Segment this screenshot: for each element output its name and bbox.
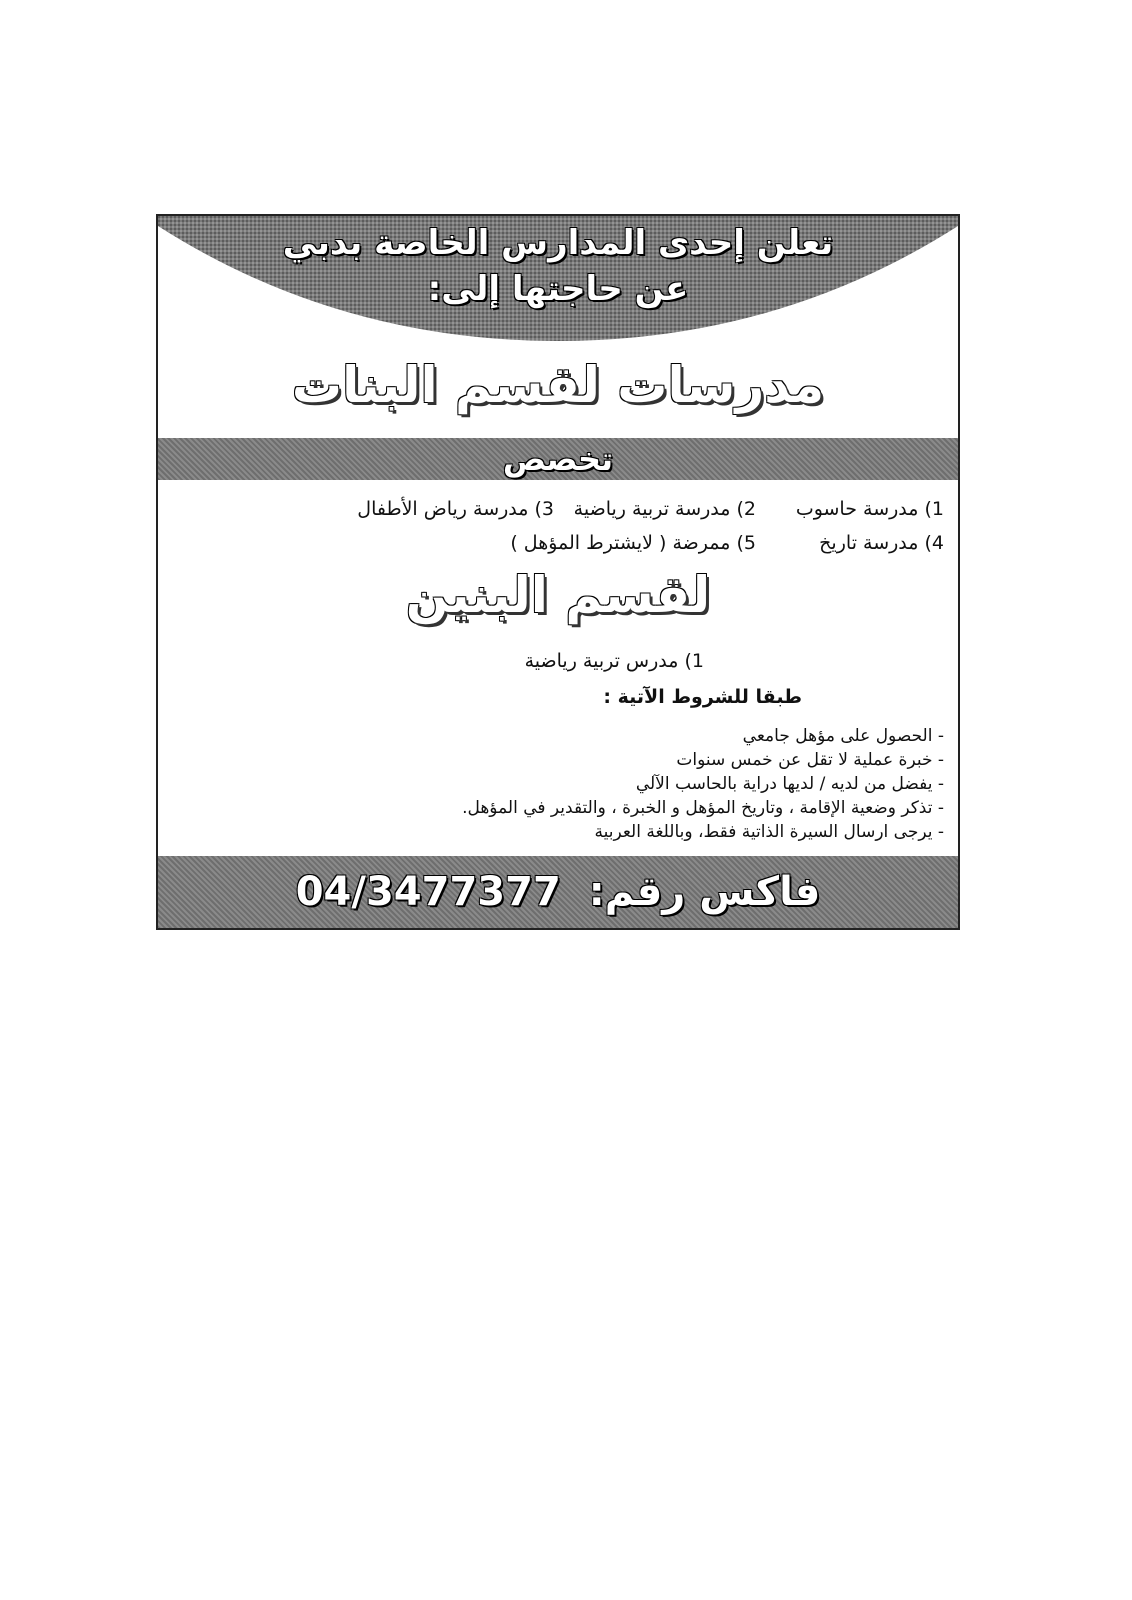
condition-item: - خبرة عملية لا تقل عن خمس سنوات	[676, 750, 944, 770]
fax-number: 04/3477377	[295, 869, 561, 915]
condition-item: - الحصول على مؤهل جامعي	[742, 726, 944, 746]
specialization-item: 2) مدرسة تربية رياضية	[573, 498, 756, 520]
condition-item: - يفضل من لديه / لديها دراية بالحاسب الآلي	[635, 774, 944, 794]
boys-specialization-item: 1) مدرس تربية رياضية	[524, 650, 704, 672]
headline	[158, 220, 958, 312]
fax-line	[158, 856, 958, 928]
specialization-band	[158, 438, 958, 480]
condition-item: - يرجى ارسال السيرة الذاتية فقط، وباللغة العربية	[594, 822, 944, 842]
condition-item: - تذكر وضعية الإقامة ، وتاريخ المؤهل و الخبرة ، والتقدير في المؤهل.	[462, 798, 944, 818]
headline-line-2: عن حاجتها إلى:	[427, 269, 689, 309]
fax-band	[158, 856, 958, 928]
specialization-item: 5) ممرضة ( لايشترط المؤهل )	[510, 532, 756, 554]
specializations-row-1	[164, 492, 944, 526]
specialization-label: تخصص	[502, 440, 614, 478]
conditions-list	[164, 724, 944, 844]
job-advertisement	[156, 214, 960, 930]
specialization-item: 3) مدرسة رياض الأطفال	[357, 498, 554, 520]
specialization-item: 1) مدرسة حاسوب	[795, 498, 944, 520]
conditions-heading: طبقا للشروط الآتية :	[603, 686, 802, 708]
headline-line-1: تعلن إحدى المدارس الخاصة بدبي	[282, 223, 834, 263]
specialization-item: 4) مدرسة تاريخ	[819, 532, 944, 554]
specializations-list	[164, 492, 944, 560]
title-boys-section: لقسم البنين	[405, 566, 711, 624]
fax-label: فاكس رقم:	[588, 869, 821, 915]
specializations-row-2	[164, 526, 944, 560]
title-girls-section: مدرسات لقسم البنات	[291, 356, 825, 414]
